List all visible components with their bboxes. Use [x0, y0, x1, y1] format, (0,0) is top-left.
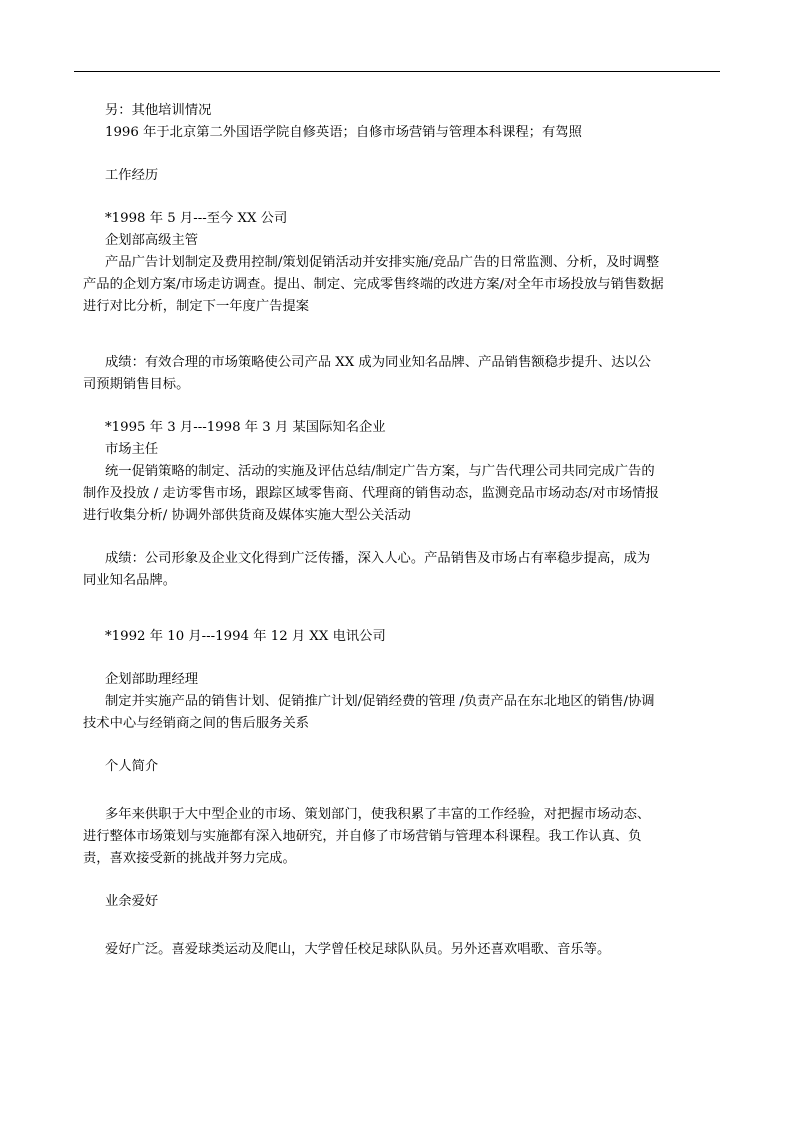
job-1-duty-line: 进行对比分析，制定下一年度广告提案 — [83, 299, 310, 314]
job-3-title: 企划部助理经理 — [105, 672, 199, 687]
job-1-title: 企划部高级主管 — [105, 233, 199, 248]
job-2-title: 市场主任 — [105, 442, 159, 457]
hobbies-text: 爱好广泛。喜爱球类运动及爬山，大学曾任校足球队队员。另外还喜欢唱歌、音乐等。 — [105, 942, 611, 957]
job-3-duty-line: 技术中心与经销商之间的售后服务关系 — [83, 716, 310, 731]
job-3-duty-line: 制定并实施产品的销售计划、促销推广计划/促销经费的管理 /负责产品在东北地区的销售/协调 — [105, 694, 655, 709]
job-2-achievement-line: 同业知名品牌。 — [83, 573, 177, 588]
profile-line: 进行整体市场策划与实施都有深入地研究，并自修了市场营销与管理本科课程。我工作认真、负 — [83, 829, 642, 844]
profile-line: 责，喜欢接受新的挑战并努力完成。 — [83, 851, 296, 866]
job-2-duty-line: 制作及投放 / 走访零售市场，跟踪区域零售商、代理商的销售动态，监测竞品市场动态/对市场情报 — [83, 486, 659, 501]
profile-heading: 个人简介 — [105, 759, 159, 774]
job-1-period: *1998 年 5 月---至今 XX 公司 — [105, 211, 288, 226]
profile-line: 多年来供职于大中型企业的市场、策划部门，使我积累了丰富的工作经验，对把握市场动态、 — [105, 807, 651, 822]
job-1-achievement-line: 成绩：有效合理的市场策略使公司产品 XX 成为同业知名品牌、产品销售额稳步提升、达以公 — [105, 355, 651, 370]
resume-document — [83, 100, 723, 961]
job-2-period: *1995 年 3 月---1998 年 3 月 某国际知名企业 — [105, 420, 386, 435]
job-1-duty-line: 产品广告计划制定及费用控制/策划促销活动并安排实施/竞品广告的日常监测、分析，及时调整 — [105, 255, 660, 270]
job-2-duty-line: 进行收集分析/ 协调外部供货商及媒体实施大型公关活动 — [83, 508, 411, 523]
job-1-achievement-line: 司预期销售目标。 — [83, 377, 190, 392]
training-heading: 另：其他培训情况 — [105, 103, 212, 118]
job-2-achievement-line: 成绩：公司形象及企业文化得到广泛传播，深入人心。产品销售及市场占有率稳步提高，成为 — [105, 551, 651, 566]
header-rule — [74, 71, 720, 72]
job-3-period: *1992 年 10 月---1994 年 12 月 XX 电讯公司 — [105, 629, 386, 644]
job-1-duty-line: 产品的企划方案/市场走访调查。提出、制定、完成零售终端的改进方案/对全年市场投放与销售数据 — [83, 277, 664, 292]
job-2-duty-line: 统一促销策略的制定、活动的实施及评估总结/制定广告方案，与广告代理公司共同完成广告的 — [105, 464, 655, 479]
work-heading: 工作经历 — [105, 168, 159, 183]
training-detail: 1996 年于北京第二外国语学院自修英语；自修市场营销与管理本科课程；有驾照 — [105, 125, 582, 140]
hobbies-heading: 业余爱好 — [105, 894, 159, 909]
